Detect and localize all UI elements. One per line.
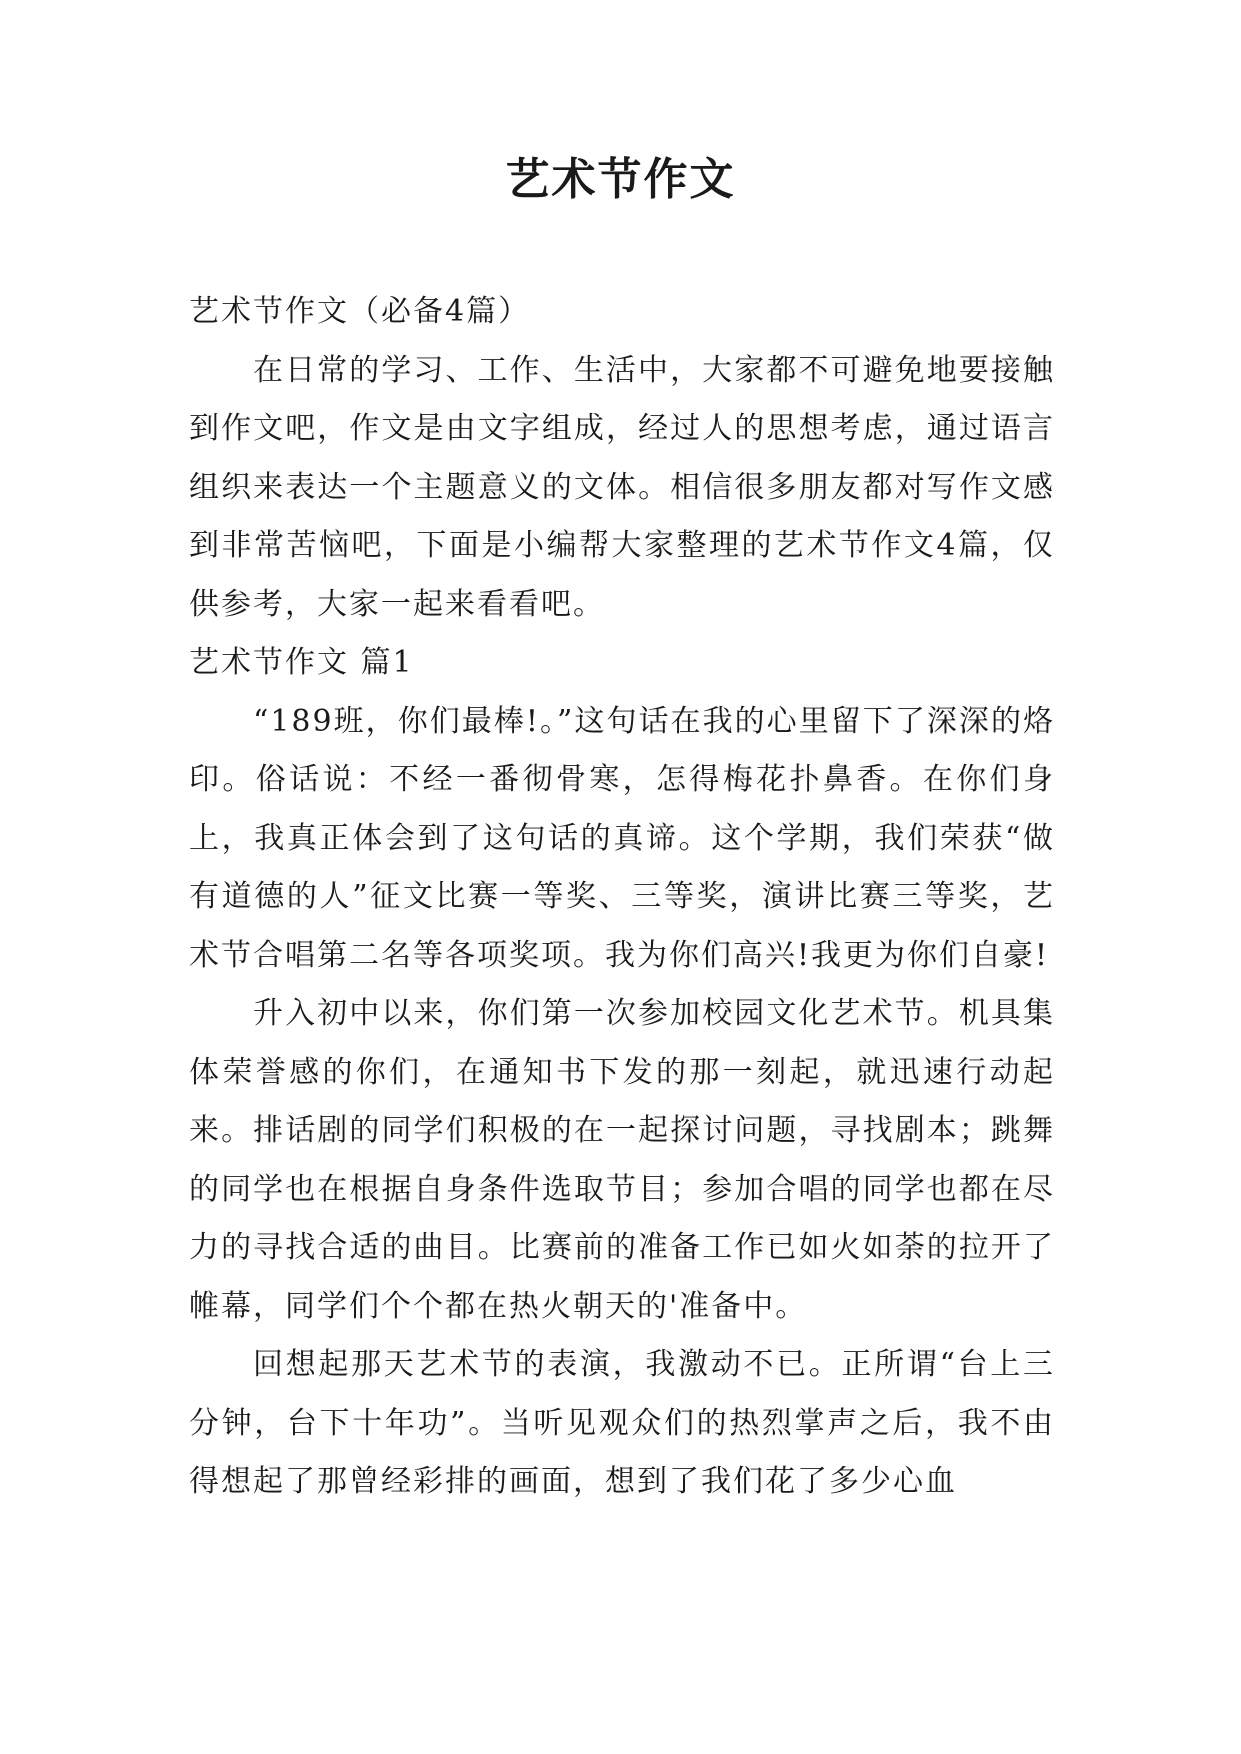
body-paragraph: 升入初中以来，你们第一次参加校园文化艺术节。机具集体荣誉感的你们，在通知书下发的那一刻起，就迅速行动起来。排话剧的同学们积极的在一起探讨问题，寻找剧本；跳舞的同学也在根据自身条件选取节目；参加合唱的同学也都在尽力的寻找合适的曲目。比赛前的准备工作已如火如荼的拉开了帷幕，同学们个个都在热火朝天的'准备中。 (189, 996, 1055, 1324)
document-body (189, 283, 1055, 1512)
intro-paragraph: 在日常的学习、工作、生活中，大家都不可避免地要接触到作文吧，作文是由文字组成，经过人的思想考虑，通过语言组织来表达一个主题意义的文体。相信很多朋友都对写作文感到非常苦恼吧，下面是小编帮大家整理的艺术节作文4篇，仅供参考，大家一起来看看吧。 (189, 352, 1055, 622)
subtitle-line: 艺术节作文（必备4篇） (189, 294, 531, 329)
body-paragraph: “189班，你们最棒!。”这句话在我的心里留下了深深的烙印。俗话说：不经一番彻骨寒，怎得梅花扑鼻香。在你们身上，我真正体会到了这句话的真谛。这个学期，我们荣获“做有道德的人”征文比赛一等奖、三等奖，演讲比赛三等奖，艺术节合唱第二名等各项奖项。我为你们高兴!我更为你们自豪! (189, 703, 1055, 973)
section-heading: 艺术节作文 篇1 (189, 645, 414, 680)
document-title: 艺术节作文 (505, 154, 736, 205)
body-paragraph: 回想起那天艺术节的表演，我激动不已。正所谓“台上三分钟，台下十年功”。当听见观众们的热烈掌声之后，我不由得想起了那曾经彩排的画面，想到了我们花了多少心血 (189, 1347, 1055, 1499)
